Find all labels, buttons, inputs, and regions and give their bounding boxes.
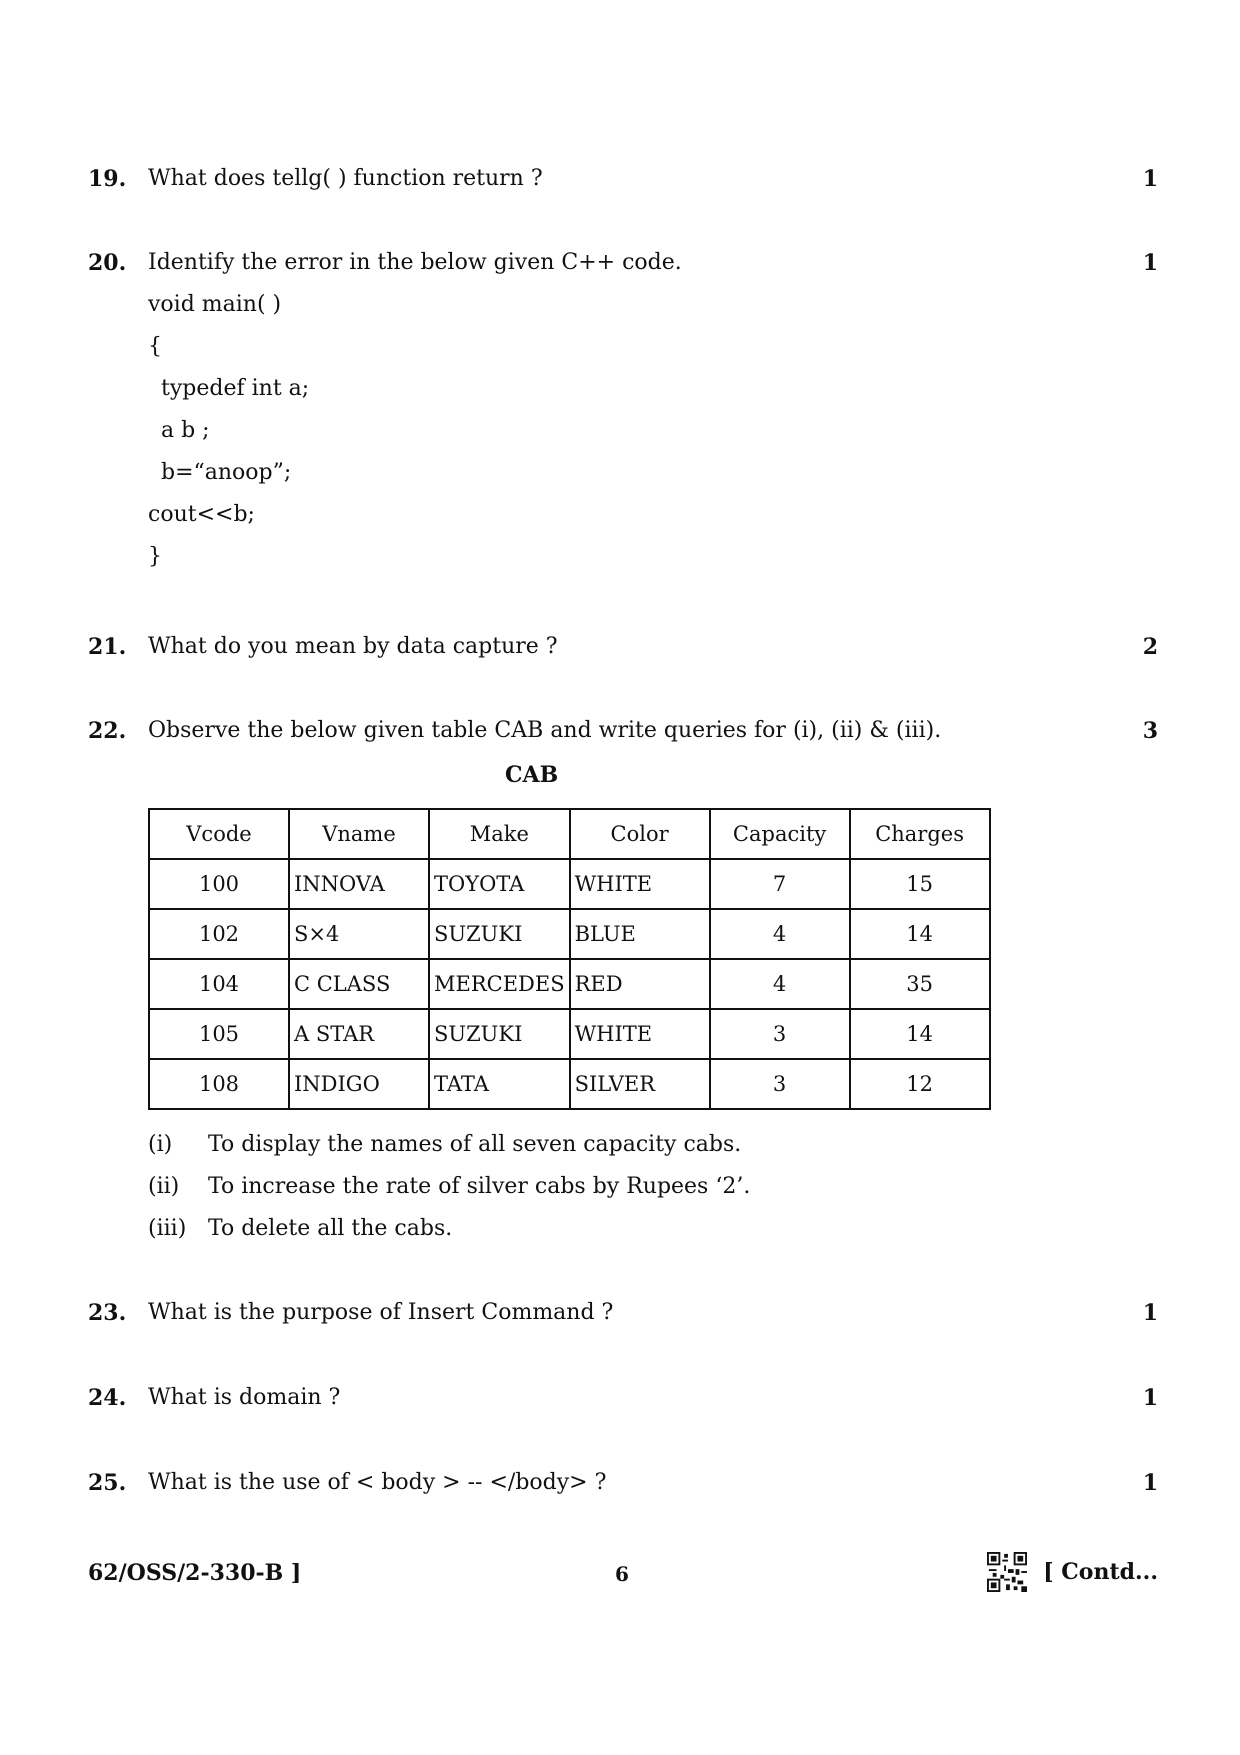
subpart-label: (i) [148, 1132, 173, 1157]
table-cell: 104 [149, 959, 289, 1009]
question-text: Observe the below given table CAB and write queries for (i), (ii) & (iii). [148, 718, 942, 743]
table-cell: 14 [850, 1009, 990, 1059]
table-cell: 35 [850, 959, 990, 1009]
question-text: What is domain ? [148, 1385, 341, 1410]
subpart-label: (ii) [148, 1174, 180, 1199]
table-row [149, 909, 990, 959]
question-text: What is the purpose of Insert Command ? [148, 1300, 614, 1325]
table-cell: 14 [850, 909, 990, 959]
question-text: What do you mean by data capture ? [148, 634, 558, 659]
subpart-text: To display the names of all seven capacity cabs. [208, 1132, 742, 1157]
question-number: 23. [88, 1300, 127, 1326]
table-row [149, 1009, 990, 1059]
continued-text: [ Contd... [1043, 1559, 1158, 1585]
subpart-iii [148, 1216, 452, 1241]
table-cell: 12 [850, 1059, 990, 1109]
table-cell: INDIGO [289, 1059, 429, 1109]
question-number: 25. [88, 1470, 127, 1496]
question-text: What does tellg( ) function return ? [148, 166, 543, 191]
qr-code-icon [987, 1552, 1027, 1592]
table-cell: TOYOTA [429, 859, 570, 909]
question-number: 20. [88, 250, 127, 276]
question-marks: 2 [1142, 634, 1158, 660]
table-cell: TATA [429, 1059, 570, 1109]
subpart-text: To delete all the cabs. [208, 1216, 453, 1241]
table-header-row [149, 809, 990, 859]
column-header: Make [429, 809, 570, 859]
table-cell: SUZUKI [429, 1009, 570, 1059]
table-caption: CAB [505, 762, 559, 788]
table-cell: BLUE [570, 909, 710, 959]
code-line: b=“anoop”; [161, 460, 292, 485]
table-cell: 15 [850, 859, 990, 909]
code-line: { [148, 334, 162, 359]
table-cell: RED [570, 959, 710, 1009]
table-cell: WHITE [570, 1009, 710, 1059]
table-cell: A STAR [289, 1009, 429, 1059]
cab-table [148, 808, 991, 1110]
column-header: Color [570, 809, 710, 859]
code-line: void main( ) [148, 292, 282, 317]
column-header: Charges [850, 809, 990, 859]
table-cell: 102 [149, 909, 289, 959]
paper-code: 62/OSS/2-330-B ] [88, 1560, 302, 1586]
table-cell: 3 [710, 1059, 850, 1109]
question-marks: 3 [1142, 718, 1158, 744]
table-row [149, 959, 990, 1009]
table-cell: S×4 [289, 909, 429, 959]
question-number: 22. [88, 718, 127, 744]
column-header: Vcode [149, 809, 289, 859]
code-line: cout<<b; [148, 502, 255, 527]
table-cell: 108 [149, 1059, 289, 1109]
question-number: 21. [88, 634, 127, 660]
code-line: a b ; [161, 418, 210, 443]
subpart-i [148, 1132, 741, 1157]
table-row [149, 1059, 990, 1109]
subpart-ii [148, 1174, 750, 1199]
question-marks: 1 [1142, 250, 1158, 276]
table-cell: MERCEDES [429, 959, 570, 1009]
table-row [149, 859, 990, 909]
table-cell: WHITE [570, 859, 710, 909]
code-line: typedef int a; [161, 376, 310, 401]
subpart-label: (iii) [148, 1216, 187, 1241]
question-marks: 1 [1142, 166, 1158, 192]
question-number: 24. [88, 1385, 127, 1411]
table-cell: 7 [710, 859, 850, 909]
table-cell: 4 [710, 959, 850, 1009]
table-cell: 100 [149, 859, 289, 909]
question-marks: 1 [1142, 1385, 1158, 1411]
question-marks: 1 [1142, 1300, 1158, 1326]
code-line: } [148, 544, 162, 569]
subpart-text: To increase the rate of silver cabs by Rupees ‘2’. [208, 1174, 751, 1199]
table-cell: C CLASS [289, 959, 429, 1009]
table-cell: SILVER [570, 1059, 710, 1109]
table-cell: INNOVA [289, 859, 429, 909]
column-header: Capacity [710, 809, 850, 859]
table-cell: SUZUKI [429, 909, 570, 959]
table-cell: 4 [710, 909, 850, 959]
table-cell: 3 [710, 1009, 850, 1059]
table-cell: 105 [149, 1009, 289, 1059]
question-number: 19. [88, 166, 127, 192]
column-header: Vname [289, 809, 429, 859]
question-marks: 1 [1142, 1470, 1158, 1496]
question-text: Identify the error in the below given C++ code. [148, 250, 682, 275]
continued-marker [987, 1552, 1158, 1592]
question-text: What is the use of < body > -- </body> ? [148, 1470, 607, 1495]
page-number: 6 [615, 1562, 629, 1586]
